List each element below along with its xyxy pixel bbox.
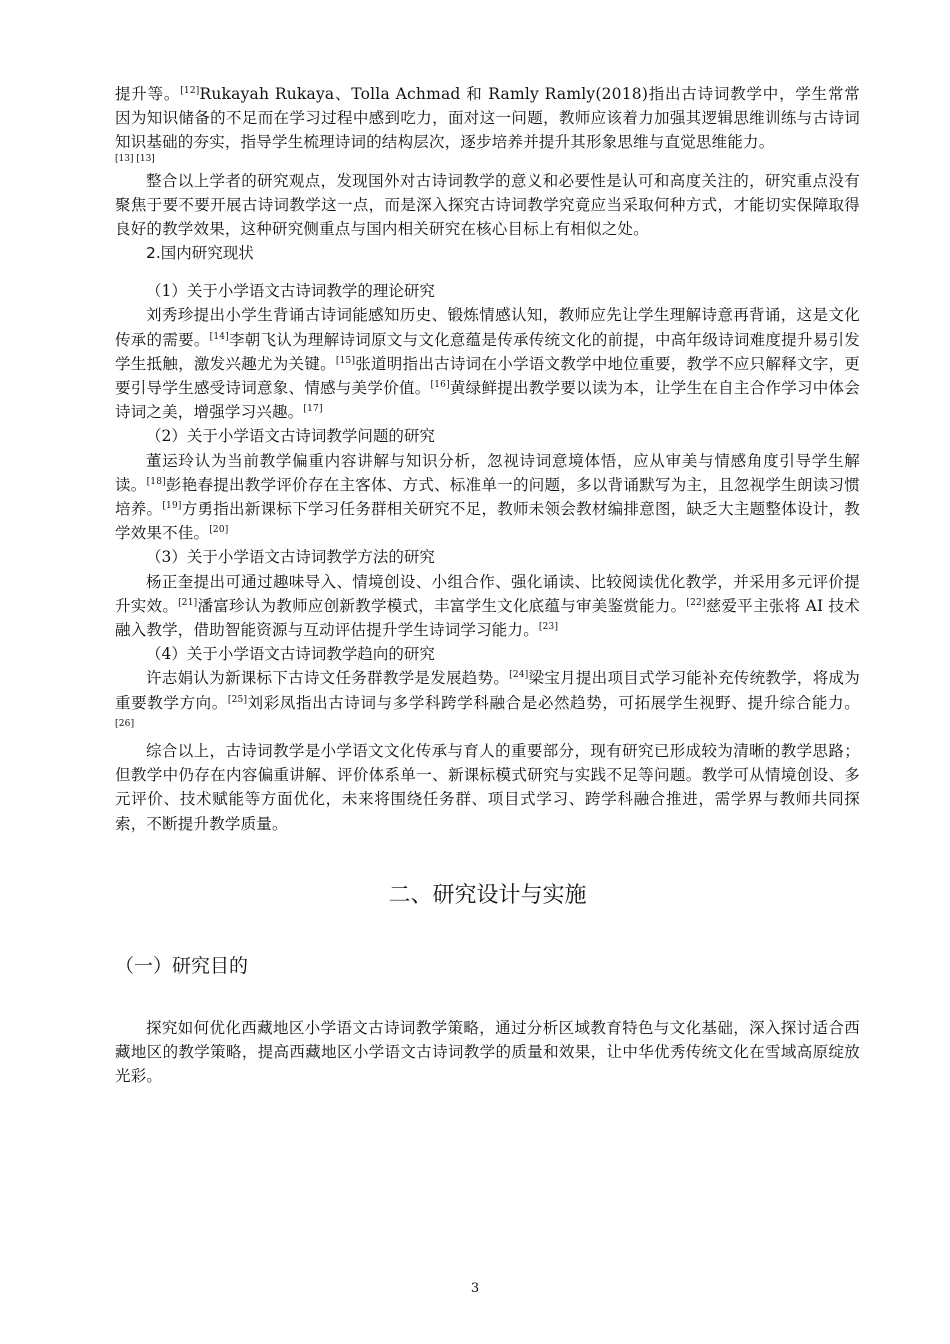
citation: [12] [180, 86, 200, 96]
heading-domestic-status: 2.国内研究现状 [146, 244, 254, 263]
citation: [19] [162, 501, 182, 512]
text: 杨正奎提出可通过趣味导入、情境创设、小组合作、强化诵读、比较阅读优化教学，并采用多元评价提升实效。 [115, 572, 860, 615]
subheading-problems: （2）关于小学语文古诗词教学问题的研究 [146, 427, 435, 446]
text: 黄绿鲜提出教学要以读为本，让学生在自主合作学习中体会诗词之美，增强学习兴趣。 [115, 379, 860, 422]
paragraph-summary-domestic: 综合以上，古诗词教学是小学语文文化传承与育人的重要部分，现有研究已形成较为清晰的教学思路；但教学中仍存在内容偏重讲解、评价体系单一、新课标模式研究与实践不足等问题。教学可从情境创设、多元评价、技术赋能等方面优化，未来将围绕任务群、项目式学习、跨学科融合推进，需学界与教师共同探索，不断提升教学质量。 [115, 742, 860, 833]
paragraph-trends [115, 666, 860, 739]
text: 提升等。 [115, 85, 181, 103]
text: 潘富珍认为教师应创新教学模式，丰富学生文化底蕴与审美鉴赏能力。 [197, 596, 687, 615]
citation: [26] [115, 718, 135, 729]
page-number: 3 [470, 1281, 480, 1296]
paragraph-research-purpose: 探究如何优化西藏地区小学语文古诗词教学策略，通过分析区域教育特色与文化基础，深入探讨适合西藏地区的教学策略，提高西藏地区小学语文古诗词教学的质量和效果，让中华优秀传统文化在雪域高原绽放光彩。 [115, 1018, 860, 1086]
paragraph-foreign-studies [115, 82, 860, 155]
citation: [20] [209, 525, 229, 536]
text: 慈爱平主张将 AI 技术融入教学，借助智能资源与互动评估提升学生诗词学习能力。 [115, 596, 860, 640]
citation: [16] [430, 380, 450, 391]
citation: [15] [335, 355, 356, 366]
text: 张道明指出古诗词在小学语文教学中地位重要，教学不应只解释文字，更要引导学生感受诗词意象、情感与美学价值。 [115, 354, 860, 398]
subheading-trends: （4）关于小学语文古诗词教学趋向的研究 [146, 645, 435, 664]
citation: [21] [178, 597, 198, 608]
citation: [17] [303, 404, 323, 415]
text: 许志娟认为新课标下古诗文任务群教学是发展趋势。 [146, 669, 510, 688]
subheading-theory: （1）关于小学语文古诗词教学的理论研究 [146, 282, 435, 301]
citation: [22] [686, 597, 706, 608]
paragraph-summary-foreign: 整合以上学者的研究观点，发现国外对古诗词教学的意义和必要性是认可和高度关注的，研究重点没有聚焦于要不要开展古诗词教学这一点，而是深入探究古诗词教学究竟应当采取何种方式，才能切实保障取得良好的教学效果，这种研究侧重点与国内相关研究在核心目标上有相似之处。 [115, 171, 860, 239]
page-body [115, 82, 860, 1089]
text: 方勇指出新课标下学习任务群相关研究不足，教师未领会教材编排意图，缺乏大主题整体设计，教学效果不佳。 [115, 500, 860, 543]
subheading-methods: （3）关于小学语文古诗词教学方法的研究 [146, 548, 435, 567]
text: Rukayah Rukaya、Tolla Achmad 和 Ramly Ramly(2018)指出古诗词教学中，学生常常因为知识储备的不足而在学习过程中感到吃力，面对这一问题，教师应该着力加强其逻辑思维训练与古诗词知识基础的夯实，指导学生梳理诗词的结构层次，逐步培养并提升其形象思维与直觉思维能力。 [115, 85, 860, 152]
text: 董运玲认为当前教学偏重内容讲解与知识分析，忽视诗词意境体悟，应从审美与情感角度引导学生解读。 [115, 451, 860, 494]
citation: [14] [209, 331, 229, 342]
paragraph-theory [115, 303, 860, 424]
citation: [25] [227, 694, 248, 705]
text: 梁宝月提出项目式学习能补充传统教学，将成为重要教学方向。 [115, 669, 861, 712]
paragraph-problems [115, 449, 860, 546]
citation: [13] [13] [115, 153, 155, 164]
text: 彭艳春提出教学评价存在主客体、方式、标准单一的问题，多以背诵默写为主，且忽视学生朗读习惯培养。 [115, 475, 860, 519]
text: 刘彩凤指出古诗词与多学科跨学科融合是必然趋势，可拓展学生视野、提升综合能力。 [247, 693, 860, 712]
section-title: （一）研究目的 [115, 954, 249, 977]
paragraph-methods [115, 570, 860, 643]
citation: [24] [509, 670, 529, 681]
text: 李朝飞认为理解诗词原文与文化意蕴是传承传统文化的前提，中高年级诗词难度提升易引发学生抵触，激发兴趣尤为关键。 [115, 330, 860, 373]
chapter-title: 二、研究设计与实施 [388, 882, 587, 908]
citation: [18] [146, 476, 166, 487]
text: 刘秀珍提出小学生背诵古诗词能感知历史、锻炼情感认知，教师应先让学生理解诗意再背诵，这是文化传承的需要。 [115, 306, 860, 349]
citation: [23] [538, 622, 559, 633]
